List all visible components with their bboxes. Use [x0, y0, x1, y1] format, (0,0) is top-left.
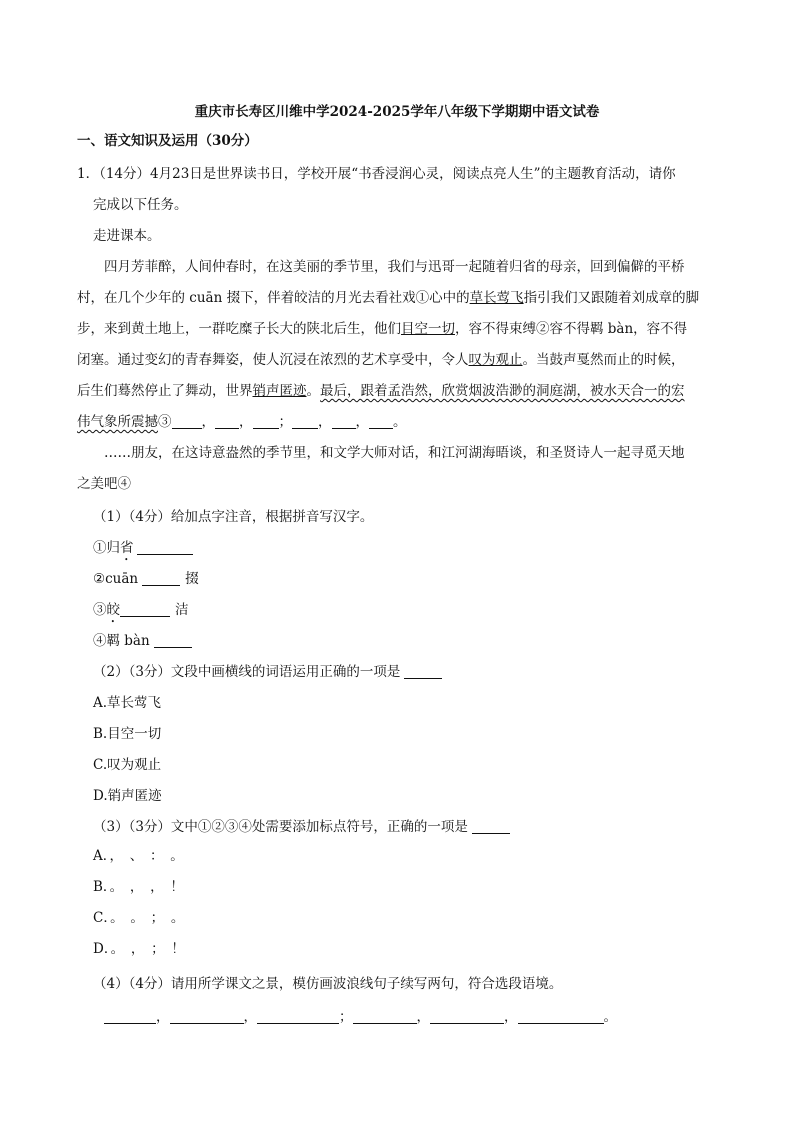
answer-line: [93, 538, 193, 564]
answer-blank[interactable]: [518, 1009, 604, 1024]
item-text: ④羁 bàn: [93, 633, 150, 649]
item-text: 掇: [185, 571, 199, 587]
item-text: ①归: [93, 540, 120, 556]
option-b[interactable]: B．。 ， ， ！: [93, 879, 184, 895]
passage-text: 村，在几个少年的 cuān 掇下，伴着皎洁的月光去看社戏①心中的: [77, 290, 470, 306]
option-b[interactable]: B.目空一切: [93, 726, 162, 742]
option-a[interactable]: A．， 、 ： 。: [93, 848, 184, 864]
fill-blank[interactable]: [172, 414, 202, 429]
underlined-phrase: 目空一切: [401, 321, 455, 337]
fill-blank[interactable]: [253, 414, 279, 429]
answer-line: [93, 569, 199, 589]
punct: 。: [603, 1009, 617, 1025]
stem-text: （2）（3分）文段中画横线的词语运用正确的一项是: [93, 664, 401, 680]
passage-line: [77, 412, 407, 432]
answer-blank[interactable]: [257, 1009, 339, 1024]
passage-text: 步，来到黄土地上，一群吃糜子长大的陕北后生，他们: [77, 321, 401, 337]
passage-line: 四月芳菲醉，人间仲春时，在这美丽的季节里，我们与迅哥一起随着归省的母亲，回到偏僻的平桥: [104, 259, 685, 275]
passage-line: [77, 319, 687, 339]
punct: ，: [504, 1009, 518, 1025]
sub-question-2-stem: [93, 662, 442, 682]
q1-subtitle: 走进课本。: [93, 228, 161, 244]
section-heading: 一、语文知识及运用（30分）: [77, 133, 258, 149]
answer-blank[interactable]: [104, 1009, 156, 1024]
passage-text: 闭塞。通过变幻的青春舞姿，使人沉浸在浓烈的艺术享受中，令人: [77, 352, 469, 368]
stem-text: （3）（3分）文中①②③④处需要添加标点符号，正确的一项是: [93, 819, 468, 835]
option-a[interactable]: A.草长莺飞: [93, 695, 162, 711]
fill-blank[interactable]: [215, 414, 239, 429]
punct: ；: [278, 414, 292, 430]
answer-line: [93, 631, 192, 651]
fill-blank[interactable]: [369, 414, 393, 429]
option-c[interactable]: C．。 。 ； 。: [93, 910, 185, 926]
punct: ，: [239, 414, 253, 430]
punct: ；: [339, 1009, 353, 1025]
fill-blank[interactable]: [292, 414, 318, 429]
punct: ，: [156, 1009, 170, 1025]
option-d[interactable]: D．。 ， ； ！: [93, 941, 185, 957]
item-text: ②cuān: [93, 571, 139, 587]
q1-stem-line2: 完成以下任务。: [93, 197, 188, 213]
wavy-sentence: 伟气象所震撼: [77, 414, 158, 430]
sub-question-3-stem: [93, 817, 510, 837]
q1-stem-line1: 1．（14分）4月23日是世界读书日，学校开展“书香浸润心灵，阅读点亮人生”的主题教育活动，请你: [77, 166, 676, 182]
marker: ③: [158, 414, 172, 430]
punct: ，: [355, 414, 369, 430]
item-text: ③: [93, 602, 107, 618]
answer-blank[interactable]: [170, 1009, 244, 1024]
punct: ，: [201, 414, 215, 430]
item-text: 洁: [175, 602, 189, 618]
passage-text: 指引我们又跟随着刘成章的脚: [523, 290, 700, 306]
passage-text: 。: [306, 383, 320, 399]
answer-blank[interactable]: [404, 664, 442, 679]
passage-text: 。当鼓声戛然而止的时候，: [522, 352, 685, 368]
fill-blank[interactable]: [332, 414, 356, 429]
punct: ，: [318, 414, 332, 430]
passage-line: ……朋友，在这诗意盎然的季节里，和文学大师对话，和江河湖海晤谈，和圣贤诗人一起寻觅天地: [104, 445, 685, 461]
answer-blank[interactable]: [353, 1009, 417, 1024]
answer-blank[interactable]: [154, 633, 192, 648]
passage-text: 后生们蓦然停止了舞动，世界: [77, 383, 253, 399]
dotted-char: 皎: [106, 602, 120, 618]
exam-title: 重庆市长寿区川维中学2024-2025学年八年级下学期期中语文试卷: [194, 104, 600, 120]
answer-line: [93, 600, 189, 626]
option-c[interactable]: C.叹为观止: [93, 757, 162, 773]
dotted-char: 省: [120, 540, 134, 556]
answer-blank[interactable]: [472, 819, 510, 834]
answer-blank[interactable]: [120, 602, 170, 617]
passage-line: [77, 288, 699, 308]
underlined-phrase: 销声匿迹: [252, 383, 307, 399]
answer-line: [104, 1007, 617, 1027]
punct: ，: [243, 1009, 257, 1025]
answer-blank[interactable]: [142, 571, 180, 586]
sub-question-4-stem: （4）（4分）请用所学课文之景，模仿画波浪线句子续写两句，符合选段语境。: [93, 976, 563, 992]
passage-line: [77, 381, 685, 401]
option-d[interactable]: D.销声匿迹: [93, 788, 162, 804]
passage-line: [77, 350, 685, 370]
punct: 。: [393, 414, 407, 430]
passage-text: ，容不得束缚②容不得羁 bàn，容不得: [455, 321, 688, 337]
underlined-phrase: 叹为观止: [468, 352, 523, 368]
wavy-sentence: 最后，跟着孟浩然，欣赏烟波浩渺的洞庭湖，被水天合一的宏: [320, 383, 685, 399]
punct: ，: [416, 1009, 430, 1025]
answer-blank[interactable]: [137, 540, 193, 555]
passage-line: 之美吧④: [77, 476, 131, 492]
underlined-phrase: 草长莺飞: [469, 290, 524, 306]
answer-blank[interactable]: [430, 1009, 504, 1024]
sub-question-1-stem: （1）（4分）给加点字注音，根据拼音写汉字。: [93, 509, 374, 525]
